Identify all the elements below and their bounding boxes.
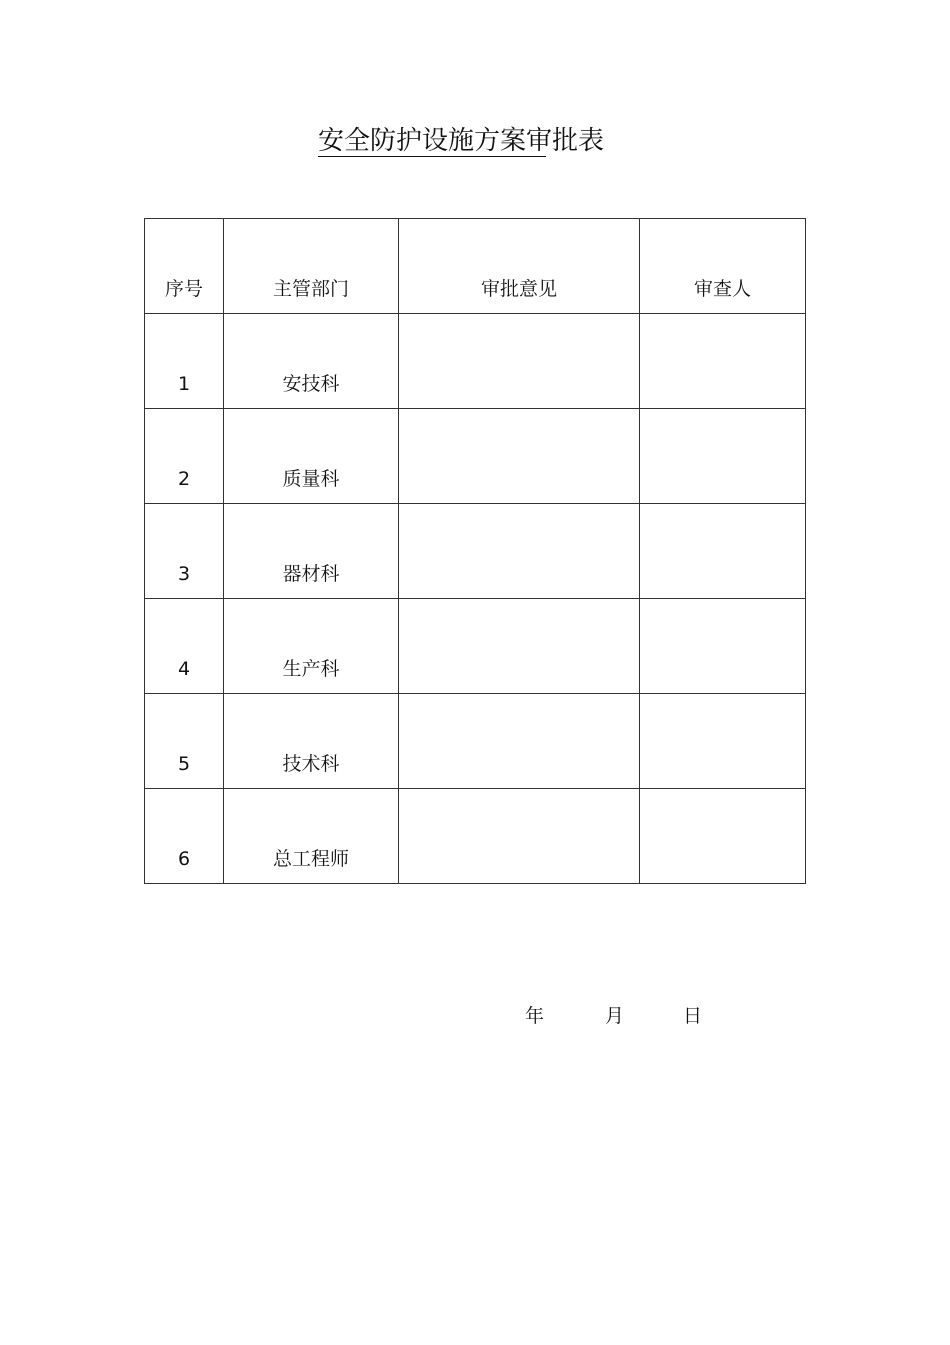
reviewer-cell[interactable]	[640, 694, 806, 789]
serial-number-cell: 4	[145, 599, 224, 694]
department-cell: 质量科	[224, 409, 399, 504]
title-underline	[318, 156, 546, 157]
reviewer-cell[interactable]	[640, 314, 806, 409]
approval-table	[144, 218, 806, 884]
document-title: 安全防护设施方案审批表	[318, 126, 605, 156]
header-reviewer: 审查人	[640, 219, 806, 314]
approval-opinion-cell[interactable]	[399, 599, 640, 694]
header-department: 主管部门	[224, 219, 399, 314]
approval-opinion-cell[interactable]	[399, 314, 640, 409]
date-year-label: 年	[525, 1005, 545, 1027]
table-row	[145, 504, 806, 599]
approval-opinion-cell[interactable]	[399, 789, 640, 884]
approval-opinion-cell[interactable]	[399, 504, 640, 599]
serial-number-cell: 5	[145, 694, 224, 789]
reviewer-cell[interactable]	[640, 789, 806, 884]
serial-number-cell: 3	[145, 504, 224, 599]
department-cell: 器材科	[224, 504, 399, 599]
table-row	[145, 599, 806, 694]
approval-opinion-cell[interactable]	[399, 694, 640, 789]
department-cell: 生产科	[224, 599, 399, 694]
date-day-label: 日	[683, 1005, 703, 1027]
reviewer-cell[interactable]	[640, 599, 806, 694]
table-row	[145, 694, 806, 789]
serial-number-cell: 6	[145, 789, 224, 884]
table-header-row	[145, 219, 806, 314]
table-row	[145, 789, 806, 884]
reviewer-cell[interactable]	[640, 409, 806, 504]
date-month-label: 月	[605, 1005, 625, 1027]
serial-number-cell: 1	[145, 314, 224, 409]
approval-opinion-cell[interactable]	[399, 409, 640, 504]
table-row	[145, 409, 806, 504]
serial-number-cell: 2	[145, 409, 224, 504]
department-cell: 安技科	[224, 314, 399, 409]
department-cell: 总工程师	[224, 789, 399, 884]
header-serial-number: 序号	[145, 219, 224, 314]
reviewer-cell[interactable]	[640, 504, 806, 599]
department-cell: 技术科	[224, 694, 399, 789]
header-approval-opinion: 审批意见	[399, 219, 640, 314]
table-row	[145, 314, 806, 409]
